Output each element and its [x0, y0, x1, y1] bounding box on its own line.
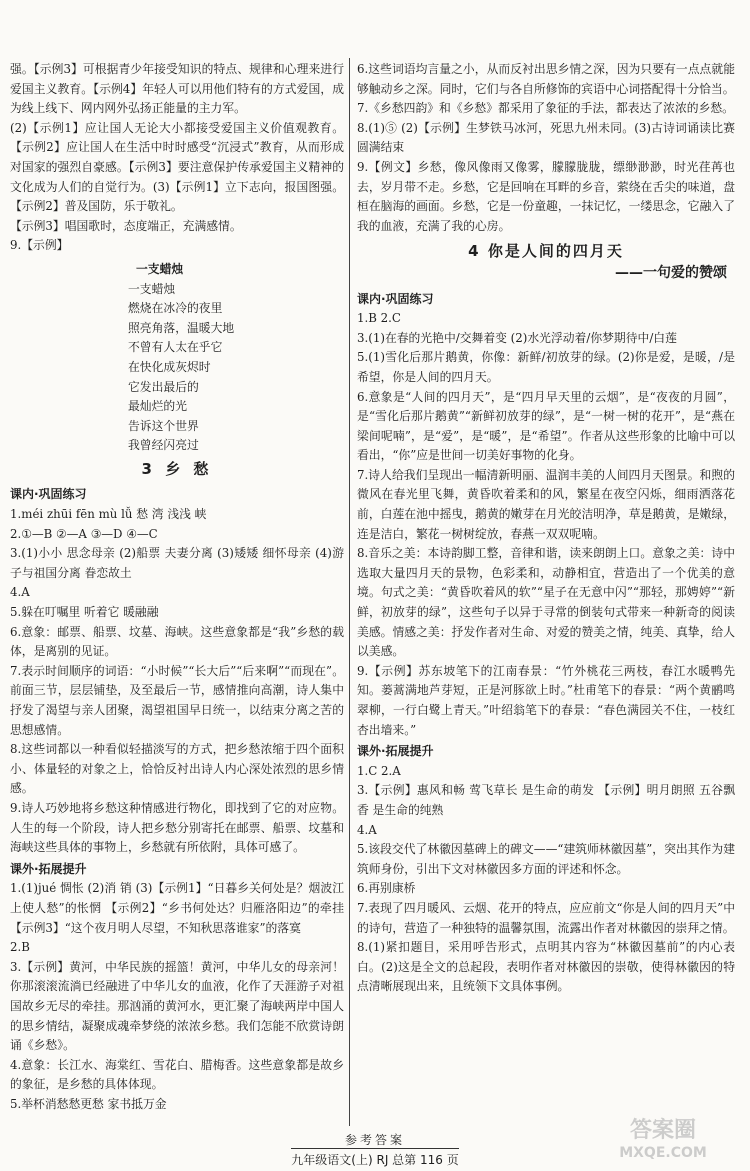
answer-item: 4.A	[10, 585, 30, 600]
answer-item: 6.意象：邮票、船票、坟墓、海峡。这些意象都是“我”乡愁的载体，是离别的见证。	[10, 624, 344, 659]
answer-item: 7.表示时间顺序的词语：“小时候”“长大后”“后来啊”“而现在”。前面三节，层层铺垫，及至最后一节，感情推向高潮，诗人集中抒发了渴望与亲人团聚，渴望祖国早日统一，以结束分离之苦的思想感情。	[10, 663, 344, 737]
column-divider	[349, 58, 350, 1126]
answer-item: 6.这些词语均言量之小，从而反衬出思乡情之深，因为只要有一点点就能够触动乡之深。同时，它们与各自所修饰的宾语中心词搭配得十分恰当。	[357, 62, 735, 96]
section-heading: 课内·巩固练习	[357, 291, 434, 306]
section-heading: 课外·拓展提升	[357, 744, 434, 759]
answer-item: 5.该段交代了林徽因墓碑上的碑文——“建筑师林徽因墓”，突出其作为建筑师身份，引出下文对林徽因多方面的评述和怀念。	[357, 842, 735, 876]
poem-line: 最灿烂的光	[128, 399, 187, 414]
poem-line: 它发出最后的	[128, 379, 199, 394]
answer-item: 1.méi zhūi fēn mù lǚ 愁 湾 浅浅 峡	[10, 507, 207, 522]
watermark-text-top: 答案圈	[629, 1118, 697, 1143]
answer-paragraph: 9.【示例】	[10, 238, 69, 253]
section-heading: 课内·巩固练习	[10, 487, 87, 502]
answer-paragraph: (2)【示例1】应让国人无论大小都接受爱国主义价值观教育。【示例2】应让国人在生活中时时感受“沉浸式”教育，从而形成对国家的强烈自豪感。【示例3】要注意保护传承爱国主义精神的文化成为人们的自觉行为。(3)【示例1】立下志向，报国图强。【示例2】普及国防，乐于敬礼。	[10, 120, 344, 214]
answer-item: 5.举杯消愁愁更愁 家书抵万金	[10, 1096, 167, 1111]
answer-item: 8.这些词都以一种看似轻描淡写的方式，把乡愁浓缩于四个面积小、体量轻的对象之上，恰恰反衬出诗人内心深处浓烈的思乡情感。	[10, 742, 344, 796]
answer-item: 7.诗人给我们呈现出一幅清新明丽、温润丰美的人间四月天图景。和煦的微风在春光里飞舞，黄昏吹着柔和的风，繁星在夜空闪烁，细雨洒落花前，白莲在池中摇曳，鹅黄的嫩芽在月光皎洁明净，草是鹅黄，是嫩绿，连是洁白，繁花一树树绽放，春燕一双双呢喃。	[357, 467, 735, 541]
poem-line: 照亮角落，温暖大地	[128, 320, 235, 335]
answer-item: 2.①—B ②—A ③—D ④—C	[10, 526, 158, 541]
answer-item: 9.【示例】苏东坡笔下的江南春景：“竹外桃花三两枝，春江水暖鸭先知。蒌蒿满地芦芽短，正是河豚欲上时。”杜甫笔下的春景：“两个黄鹂鸣翠柳，一行白鹭上青天。”叶绍翁笔下的春景：“春色满园关不住，一枝红杏出墙来。”	[357, 663, 735, 737]
poem-line: 燃烧在冰冷的夜里	[128, 301, 223, 316]
answer-item: 6.意象是“人间的四月天”，是“四月早天里的云烟”，是“夜夜的月圆”，是“雪化后那片鹅黄”“新鲜初放芽的绿”，是“一树一树的花开”，是“燕在梁间呢喃”，是“爱”，是“暖”，是“希望”。作者从这些形象的比喻中可以看出，“你”应是世间一切美好事物的化身。	[357, 389, 735, 463]
chapter-title: 4 你是人间的四月天	[468, 242, 624, 261]
answer-item: 1.B 2.C	[357, 311, 401, 326]
answer-item: 8.(1)紧扣题目，采用呼告形式，点明其内容为“林徽因墓前”的内心表白。(2)这是全文的总起段，表明作者对林徽因的崇敬，使得林徽因的特点清晰展现出来，且统领下文具体事例。	[357, 940, 735, 994]
answer-item: 3.(1)在春的光艳中/交舞着变 (2)水光浮动着/你梦期待中/白莲	[357, 330, 677, 345]
answer-item: 2.B	[10, 940, 30, 955]
answer-item: 7.《乡愁四韵》和《乡愁》都采用了象征的手法，都表达了浓浓的乡愁。	[357, 101, 734, 116]
answer-item: 9.【例文】乡愁，像风像雨又像雾，朦朦胧胧，缥缈渺渺，时光荏苒也去，岁月带不走。乡愁，它是回响在耳畔的乡音，萦绕在舌尖的味道，盘桓在脑海的画面。乡愁，它是一份童趣，一抹记忆，一缕思念，它融入了我的血液，充满了我的心房。	[357, 159, 735, 233]
answer-item: 9.诗人巧妙地将乡愁这种情感进行物化，即找到了它的对应物。人生的每一个阶段，诗人把乡愁分别寄托在邮票、船票、坟墓和海峡这些具体的事物上，乡愁就有所依附，具体可感了。	[10, 800, 344, 855]
poem-line: 在快化成灰烬时	[128, 359, 211, 374]
right-column	[357, 60, 735, 997]
answer-item: 7.表现了四月暖风、云烟、花开的特点，应应前文“你是人间的四月天”中的诗句，营造了一种独特的温馨氛围，流露出作者对林徽因的崇拜之情。	[357, 900, 735, 935]
answer-paragraph: 【示例3】唱国歌时，态度端正，充满感情。	[10, 218, 242, 233]
footer-page-line: 九年级语文(上) RJ 总第 116 页	[291, 1148, 458, 1168]
poem-line: 不曾有人太在乎它	[128, 340, 223, 355]
poem-line: 我曾经闪亮过	[128, 438, 199, 453]
footer-header: 参考答案	[344, 1133, 405, 1147]
watermark-text-bottom: MXQE.COM	[619, 1145, 707, 1161]
chapter-subtitle: ——一句爱的赞颂	[615, 264, 727, 281]
answer-item: 5.躲在叮嘱里 听着它 暖融融	[10, 605, 159, 620]
watermark-logo	[588, 1113, 738, 1161]
answer-item: 4.意象：长江水、海棠红、雪花白、腊梅香。这些意象都是故乡的象征，是乡愁的具体体现。	[10, 1057, 344, 1092]
answer-item: 8.音乐之美：本诗韵脚工整，音律和谐，读来朗朗上口。意象之美：诗中选取大量四月天的景物，色彩柔和，动静相宜，营造出了一个优美的意境。句式之美：“黄昏吹着风的软”“星子在无意中闪”“那轻，那娉婷”“新鲜，初放芽的绿”，这些句子以异于寻常的倒装句式带来一种新奇的阅读美感。情感之美：抒发作者对生命、对爱的赞美之情，纯美、真挚，给人以美感。	[357, 546, 735, 659]
answer-item: 6.再别康桥	[357, 881, 416, 896]
answer-item: 5.(1)雪化后那片鹅黄，你像：新鲜/初放芽的绿。(2)你是爱，是暖，/是希望，你是人间的四月天。	[357, 350, 735, 384]
answer-item: 3.【示例】惠风和畅 莺飞草长 是生命的萌发 【示例】明月朗照 五谷飘香 是生命的纯熟	[357, 783, 735, 817]
answer-item: 3.(1)小小 思念母亲 (2)船票 夫妻分离 (3)矮矮 细怀母亲 (4)游子与祖国分离 眷恋故土	[10, 546, 344, 580]
poem-block	[10, 260, 344, 456]
poem-line: 一支蜡烛	[128, 281, 176, 296]
chapter-title: 3 乡 愁	[141, 459, 213, 478]
answer-item: 1.C 2.A	[357, 763, 401, 778]
answer-item: 1.(1)jué 惆怅 (2)消 销 (3)【示例1】“日暮乡关何处是？烟波江上使人愁”的怅惘 【示例2】“乡书何处达？归雁洛阳边”的牵挂 【示例3】“这个夜月明人尽望，不知秋思落谁家”的落寞	[10, 881, 344, 935]
answer-paragraph: 强。【示例3】可根据青少年接受知识的特点、规律和心理来进行爱国主义教育。【示例4】年轻人可以用他们特有的方式爱国，成为线上线下、网内网外弘扬正能量的主力军。	[10, 62, 344, 116]
answer-item: 8.(1)⑤ (2)【示例】生梦铁马冰河，死思九州未同。(3)古诗词诵读比赛圆满结束	[357, 120, 735, 155]
answer-item: 4.A	[357, 822, 377, 837]
answer-item: 3.【示例】黄河，中华民族的摇篮！黄河，中华儿女的母亲河！你那滚滚流淌已经融进了中华儿女的血液，化作了天涯游子对祖国故乡无尽的牵挂。那汹涌的黄河水，更汇聚了海峡两岸中国人的思乡情结，凝聚成魂牵梦绕的浓浓乡愁。我们怎能不欣赏诗朗诵《乡愁》。	[10, 959, 344, 1053]
poem-line: 告诉这个世界	[128, 418, 199, 433]
left-column	[10, 60, 344, 1114]
poem-title: 一支蜡烛	[136, 261, 184, 276]
section-heading: 课外·拓展提升	[10, 861, 87, 876]
